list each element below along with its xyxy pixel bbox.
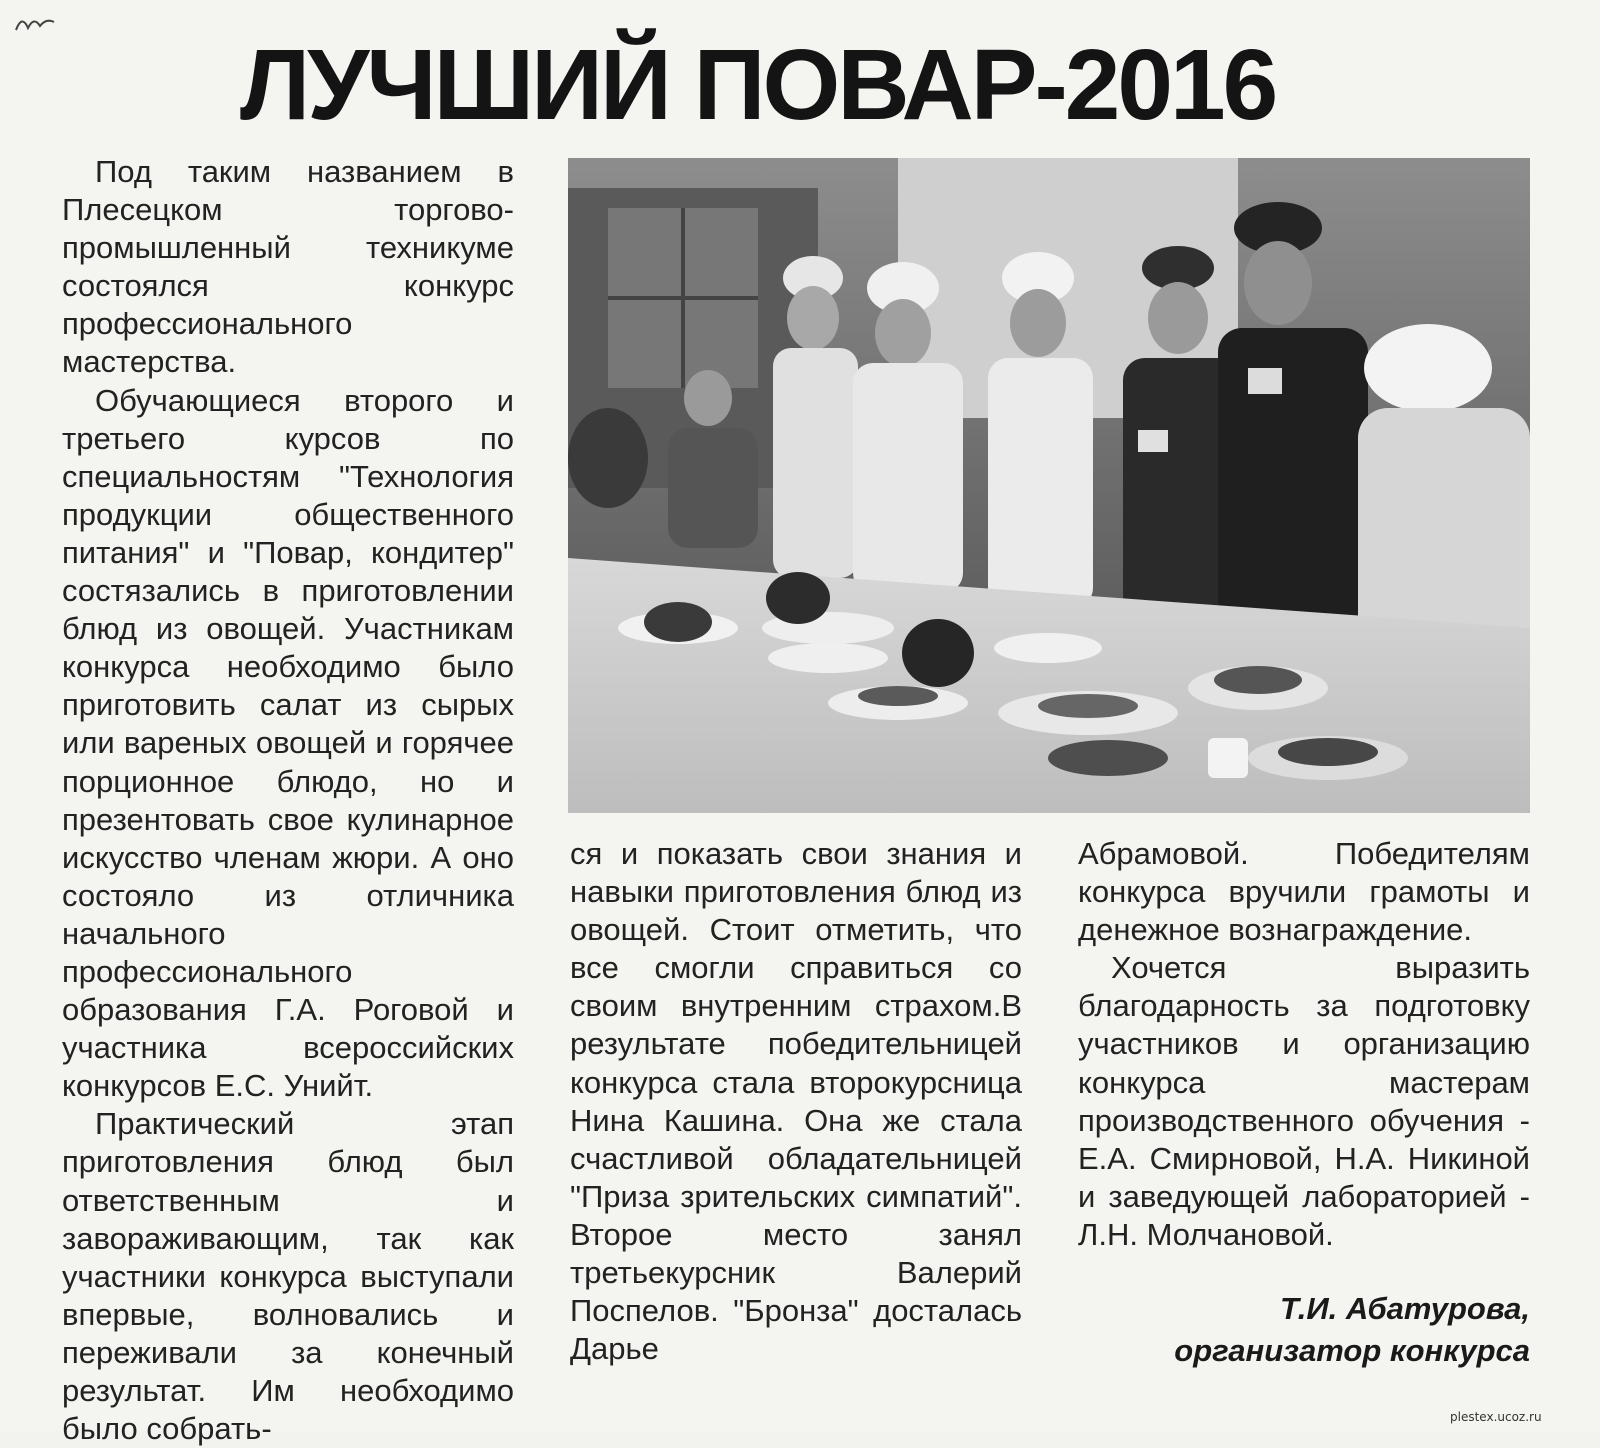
source-watermark: plestex.ucoz.ru <box>1450 1410 1542 1424</box>
paragraph: Обучающиеся второго и третьего курсов по специальностям "Технология продукции общественного питания" и "Повар, кондитер" состязались в приготовлении блюд из овощей. Участникам конкурса необходимо было приготовить салат из сырых или вареных овощей и горячее порционное блюдо, но и презентовать свое кулинарное искусство членам жюри. А оно состояло из отличника начального профессионального образования Г.А. Роговой и участника всероссийских конкурсов Е.С. Унийт. <box>62 382 514 1104</box>
article-column-1 <box>62 153 514 1448</box>
article-headline: ЛУЧШИЙ ПОВАР-2016 <box>240 29 1276 141</box>
paragraph: Практический этап приготовления блюд был ответственным и завораживающим, так как участники конкурса выступали впервые, волновались и переживали за конечный результат. Им необходимо было собрать- <box>62 1106 514 1447</box>
article-column-3 <box>1078 835 1530 1254</box>
article-signature <box>1078 1288 1530 1372</box>
paragraph: Под таким названием в Плесецком торгово-промышленный техникуме состоялся конкурс профессионального мастерства. <box>62 154 514 380</box>
author-name: Т.И. Абатурова, <box>1279 1291 1530 1326</box>
paragraph: Абрамовой. Победителям конкурса вручили грамоты и денежное вознаграждение. <box>1078 836 1530 948</box>
article-photo <box>568 158 1530 813</box>
author-role: организатор конкурса <box>1174 1333 1530 1368</box>
paragraph: Хочется выразить благодарность за подготовку участников и организацию конкурса мастерам производственного обучения - Е.А. Смирновой, Н.А. Никиной и заведующей лабораторией - Л.Н. Молчановой. <box>1078 950 1530 1252</box>
paragraph: ся и показать свои знания и навыки приготовления блюд из овощей. Стоит отметить, что все смогли справиться со своим внутренним страхом.В результате победительницей конкурса стала второкурсница Нина Кашина. Она же стала счастливой обладательницей "Приза зрительских симпатий". Второе место занял третьекурсник Валерий Поспелов. "Бронза" досталась Дарье <box>570 836 1022 1367</box>
photo-illustration <box>568 158 1530 813</box>
article-column-2 <box>570 835 1022 1368</box>
scan-edge-mark <box>14 10 60 38</box>
